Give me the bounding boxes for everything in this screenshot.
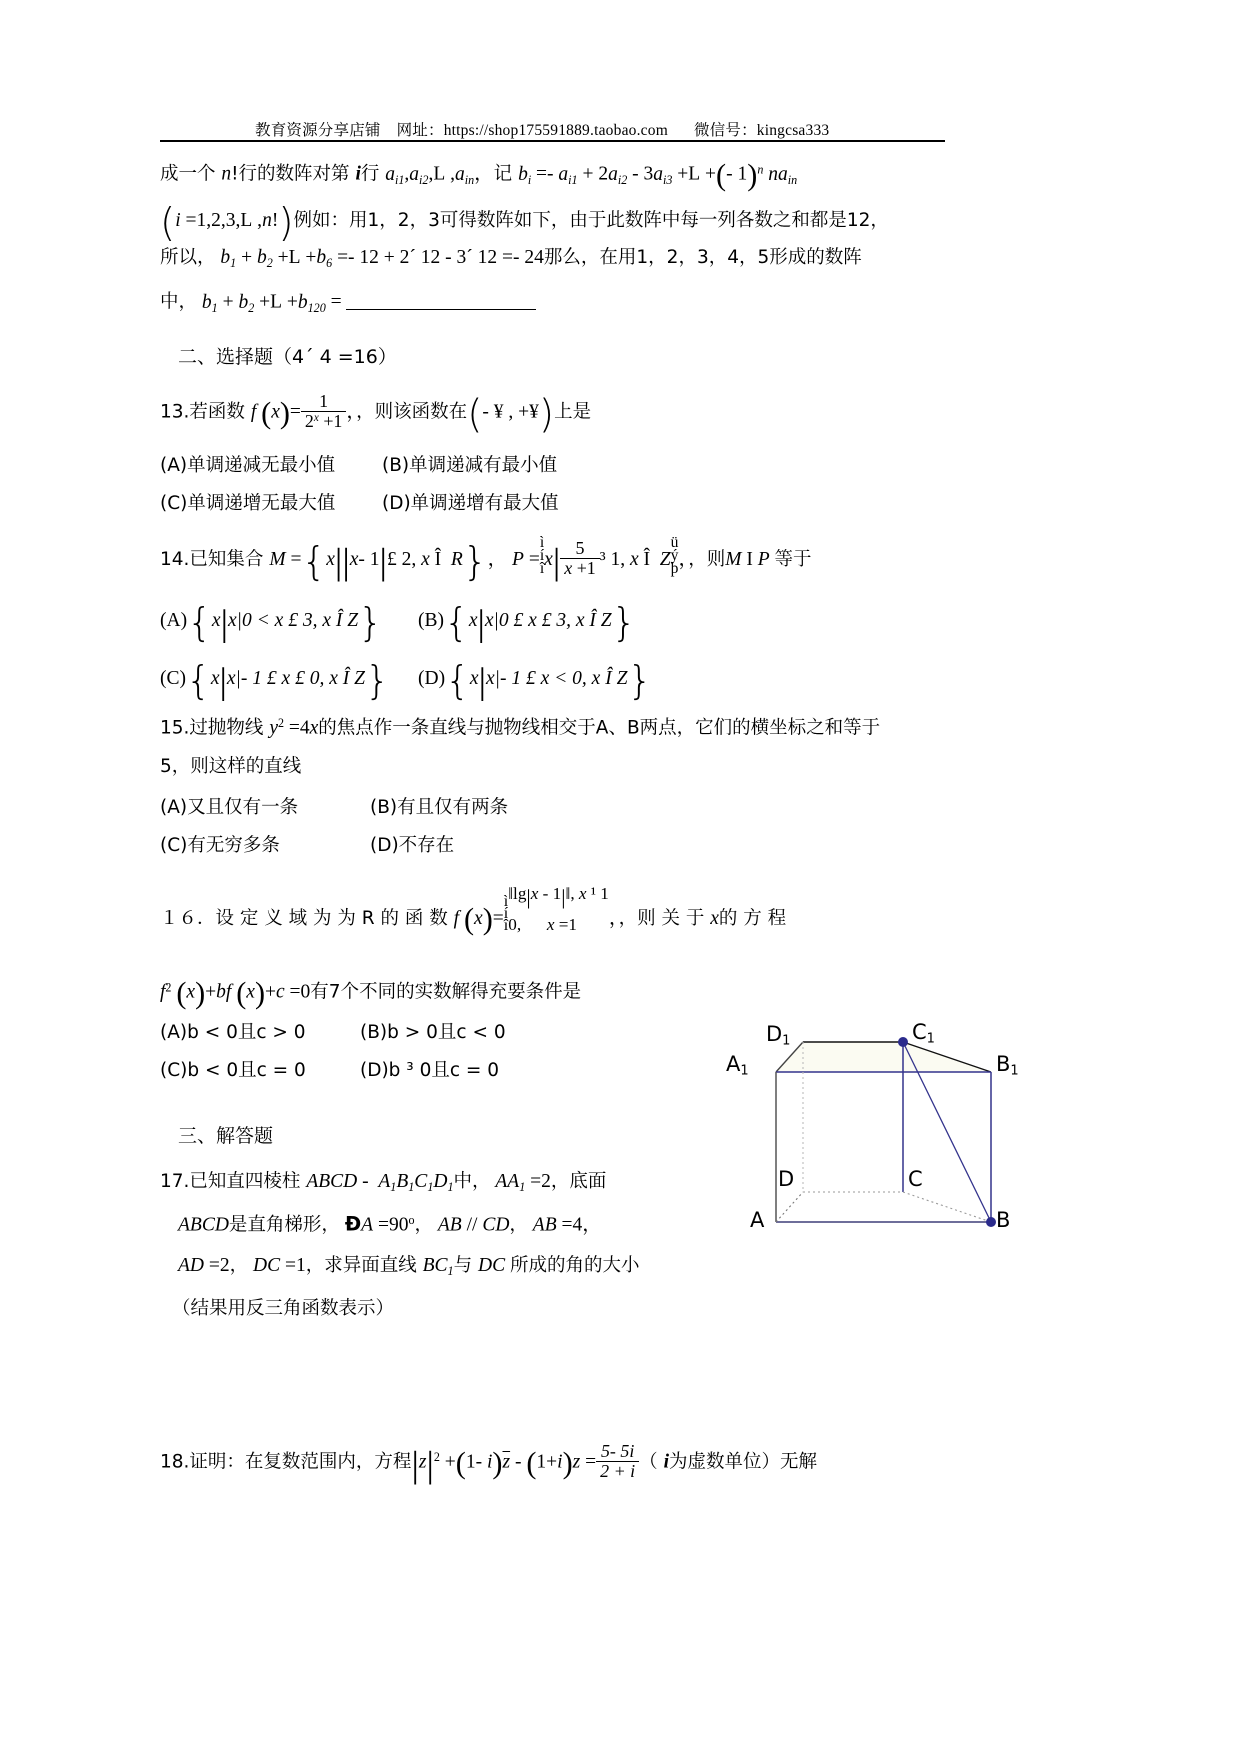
q16-line2-text: 有7个不同的实数解得充要条件是: [310, 981, 582, 1003]
vertex-label-B1: B1: [996, 1052, 1019, 1079]
q17-line2-b: ，: [414, 1214, 434, 1236]
q18-mid: （: [639, 1451, 664, 1473]
q17-line1-mid: 中，: [453, 1171, 491, 1192]
edge-CB: [903, 1192, 991, 1222]
vertex-label-B: B: [996, 1208, 1011, 1232]
q14-option-d[interactable]: (D){x|x|- 1 £ x < 0, x Î Z}: [418, 659, 653, 704]
vertex-label-C1: C1: [912, 1020, 935, 1047]
q14-option-b-set: x|0 £ x £ 3, x Î Z: [484, 609, 612, 631]
q12-line3-prefix: 所以，: [160, 247, 216, 268]
q15-line-2: 5，则这样的直线: [160, 756, 302, 777]
q16-option-b[interactable]: (B)b > 0且c < 0: [360, 1022, 506, 1043]
q13-option-b[interactable]: (B)单调递减有最小值: [382, 455, 558, 476]
q14-option-c-letter: (C): [160, 667, 186, 689]
q12-line-4: 中， $b_1 + b_2 +L +b_{120}$ =: [160, 292, 536, 314]
q18-frac-numerator: 5- 5i: [596, 1442, 639, 1462]
q12-line-3: 所以， $b_1 + b_2 +L +b_6 =- 12$ + 2´ 12 - 3´ 12 =- 24那么，在用1，2，3，4，5形成的数阵: [160, 247, 862, 270]
q17-line-3: AD =2， DC =1，求异面直线 $BC_1$与 DC 所成的角的大小: [178, 1255, 640, 1278]
q12-line-2: (i =1,2,3,L ,n!)例如：用1，2，3可得数阵如下，由于此数阵中每一列各数之和都是12，: [160, 201, 889, 246]
vertex-label-B1-sub: 1: [1010, 1063, 1019, 1079]
q12-line1-prefix: 成一个: [160, 163, 222, 185]
prism-diagram: [718, 1000, 1018, 1270]
answer-blank-q12[interactable]: [346, 292, 536, 310]
q15-option-a[interactable]: (A)又且仅有一条: [160, 797, 299, 818]
q13-stem-mid: ，则该函数在: [356, 401, 468, 423]
edge-AD: [776, 1192, 803, 1222]
header-divider: [160, 140, 945, 142]
vertex-label-C: C: [908, 1167, 923, 1191]
q14-option-d-set: x|- 1 £ x < 0, x Î Z: [485, 667, 628, 689]
vertex-label-A1-sub: 1: [740, 1063, 749, 1079]
q17-line3-b: ，求异面直线: [305, 1255, 423, 1276]
vertex-marker-C1: [898, 1037, 908, 1047]
q15-option-d[interactable]: (D)不存在: [370, 835, 455, 856]
q14-stem-mid: ，则: [688, 548, 726, 570]
q14-option-c-set: x|- 1 £ x £ 0, x Î Z: [226, 667, 365, 689]
q17-line-1: 17.已知直四棱柱 ABCD - $A_1B_1C_1D_1$中， $AA_1 =2$，底面: [160, 1171, 607, 1194]
q14-stem-suffix: 等于: [774, 548, 812, 570]
q12-n-symbol: n: [221, 163, 232, 185]
q14-option-a-letter: (A): [160, 609, 188, 631]
section-3-title: 三、解答题: [178, 1125, 274, 1147]
q18-frac-denominator: 2 + i: [600, 1460, 636, 1481]
q12-line1-mid: !行的数阵对第: [231, 163, 356, 185]
q12-line3-suffix: 那么，在用1，2，3，4，5形成的数阵: [543, 247, 862, 268]
q13-stem-suffix: 上是: [554, 401, 592, 423]
q15-option-b[interactable]: (B)有且仅有两条: [370, 797, 509, 818]
header-wechat-id: 微信号：kingcsa333: [693, 122, 830, 139]
section-2-title: 二、选择题（4´ 4 =16）: [178, 346, 397, 368]
vertex-label-D1: D1: [766, 1022, 791, 1049]
q17-line2-a: 是直角梯形，: [228, 1214, 340, 1236]
q16-option-a[interactable]: (A)b < 0且c > 0: [160, 1022, 306, 1043]
q14-option-a-set: x|0 < x £ 3, x Î Z: [227, 609, 359, 631]
q14-stem-prefix: 14.已知集合: [160, 548, 270, 570]
vertex-label-D1-sub: 1: [782, 1033, 791, 1049]
q14-option-a[interactable]: (A){x|x|0 < x £ 3, x Î Z}: [160, 601, 383, 646]
q17-line3-d: 所成的角的大小: [509, 1255, 640, 1276]
q18-statement: 18.证明：在复数范围内，方程$|z|^2 +(1-$ $i)\overline{z} - (1+i)z$ = $\frac{5- 5i}{2 + i}$ （ i为虚数单位）无解: [160, 1441, 817, 1486]
q16-line-2: $f^2$ (x)+bf (x)+c =0有7个不同的实数解得充要条件是: [160, 976, 582, 1010]
vertex-label-D: D: [778, 1167, 795, 1191]
q13-stem: 13.若函数 f (x)= $\frac{1}{2^x +1}$ ，，则该函数在(- ¥ , +¥)上是: [160, 391, 592, 438]
q16-option-d[interactable]: (D)b ³ 0且c = 0: [360, 1060, 500, 1081]
q14-option-b-letter: (B): [418, 609, 444, 631]
q12-i-symbol: i: [355, 163, 361, 185]
q16-option-c[interactable]: (C)b < 0且c = 0: [160, 1060, 306, 1081]
vertex-label-A: A: [750, 1208, 765, 1232]
q17-line1-suffix: ，底面: [550, 1171, 607, 1192]
q13-option-a[interactable]: (A)单调递减无最小值: [160, 455, 336, 476]
q15-line1-prefix: 15.过抛物线: [160, 717, 270, 739]
q16-stem-mid: ，则 关 于: [618, 907, 711, 929]
header-site-url: 网址：https://shop175591889.taobao.com: [396, 122, 668, 139]
vertex-label-C1-sub: 1: [926, 1031, 935, 1047]
vertex-marker-B: [986, 1217, 996, 1227]
q16-stem: １６．设 定 义 域 为 为 R 的 函 数 f (x)=ì í î ‖lg|x - 1|‖, x ¹ 1 0, x =1 ，，则 关 于 x的 方 程: [160, 884, 787, 937]
q17-line3-c: 与: [453, 1255, 478, 1276]
q13-stem-prefix: 13.若函数: [160, 401, 251, 423]
q18-prefix: 18.证明：在复数范围内，方程: [160, 1451, 412, 1473]
q17-line-2: ABCD是直角梯形， ÐA $=90^o$， AB // CD， AB =4，: [178, 1212, 602, 1236]
q17-line3-a: ，: [229, 1255, 249, 1276]
q15-option-c[interactable]: (C)有无穷多条: [160, 835, 280, 856]
q15-line1-suffix: 的焦点作一条直线与抛物线相交于A、B两点，它们的横坐标之和等于: [318, 717, 881, 739]
q15-line-1: 15.过抛物线 $y^2 =4x$的焦点作一条直线与抛物线相交于A、B两点，它们的横坐标之和等于: [160, 716, 881, 739]
q12-line1-mid2: 行: [360, 163, 386, 185]
q14-option-d-letter: (D): [418, 667, 446, 689]
q12-line1-note: 记: [493, 163, 519, 185]
q12-line2-text: 例如：用1，2，3可得数阵如下，由于此数阵中每一列各数之和都是12，: [293, 209, 889, 231]
q17-line-4: （结果用反三角函数表示）: [172, 1298, 395, 1319]
top-face-fill: [776, 1042, 991, 1072]
q17-line1-prefix: 17.已知直四棱柱: [160, 1171, 307, 1192]
q14-stem: 14.已知集合 M ={x||x- 1|£ 2, x Î R}， P =ì í îx| $\frac{5}{x +1}$ ³ 1, x Î Zü ý þ，，则M I P 等于: [160, 534, 812, 585]
q12-line-1: 成一个 n!行的数阵对第 i行 $a_{i1},a_{i2},L$ $,a_{in}$，记 $b_i =- a_{i1} + 2a_{i2} - 3a_{i3} +L$ +(- 1)$^n$ $na_{in}$: [160, 158, 798, 192]
q13-option-d[interactable]: (D)单调递增有最大值: [382, 493, 559, 514]
q16-stem-suffix: 的 方 程: [718, 907, 787, 929]
q18-suffix: 为虚数单位）无解: [668, 1451, 817, 1473]
q13-option-c[interactable]: (C)单调递增无最大值: [160, 493, 336, 514]
header-shop-name: 教育资源分享店铺: [255, 122, 381, 139]
q14-option-c[interactable]: (C){x|x|- 1 £ x £ 0, x Î Z}: [160, 659, 390, 704]
q17-line2-c: ，: [509, 1214, 528, 1236]
q14-option-b[interactable]: (B){x|x|0 £ x £ 3, x Î Z}: [418, 601, 637, 646]
q16-stem-prefix: １６．设 定 义 域 为 为 R 的 函 数: [160, 907, 454, 929]
vertex-label-A1: A1: [726, 1052, 749, 1079]
page-header: [255, 118, 955, 140]
q12-line4-prefix: 中，: [160, 291, 198, 313]
